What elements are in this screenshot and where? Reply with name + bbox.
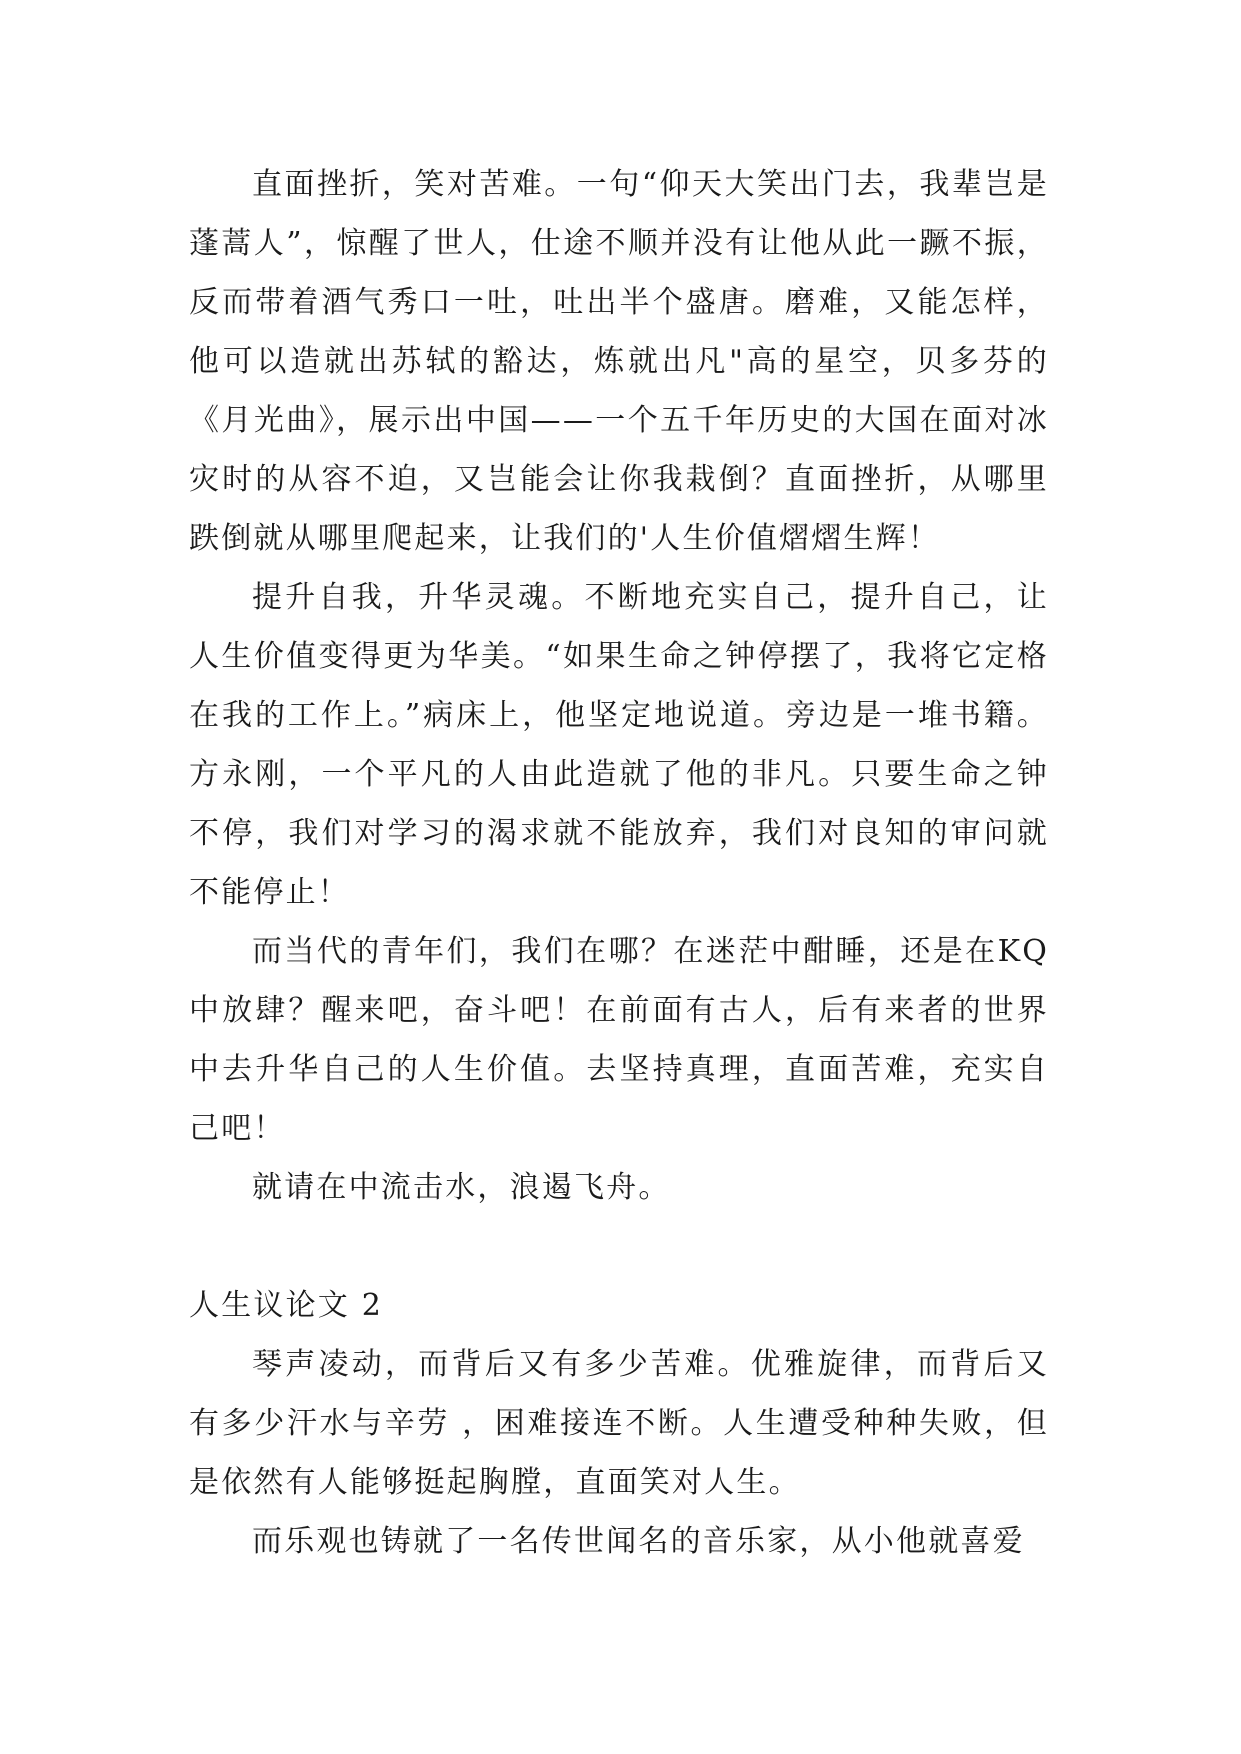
document-body xyxy=(189,155,1049,1571)
paragraph: 而乐观也铸就了一名传世闻名的音乐家，从小他就喜爱 xyxy=(252,1524,1025,1559)
paragraph: 直面挫折，笑对苦难。一句“仰天大笑出门去，我辈岂是蓬蒿人”，惊醒了世人，仕途不顺并没有让他从此一蹶不振，反而带着酒气秀口一吐，吐出半个盛唐。磨难，又能怎样，他可以造就出苏轼的豁达，炼就出凡"高的星空，贝多芬的《月光曲》，展示出中国——一个五千年历史的大国在面对冰灾时的从容不迫，又岂能会让你我栽倒？直面挫折，从哪里跌倒就从哪里爬起来，让我们的'人生价值熠熠生辉！ xyxy=(189,167,1049,556)
paragraph: 就请在中流击水，浪遏飞舟。 xyxy=(252,1170,671,1205)
section-heading: 人生议论文 2 xyxy=(189,1288,384,1323)
paragraph: 琴声凌动，而背后又有多少苦难。优雅旋律，而背后又有多少汗水与辛劳 ，困难接连不断。人生遭受种种失败，但是依然有人能够挺起胸膛，直面笑对人生。 xyxy=(189,1347,1049,1500)
paragraph: 提升自我，升华灵魂。不断地充实自己，提升自己，让人生价值变得更为华美。“如果生命之钟停摆了，我将它定格在我的工作上。”病床上，他坚定地说道。旁边是一堆书籍。方永刚，一个平凡的人由此造就了他的非凡。只要生命之钟不停，我们对学习的渴求就不能放弃，我们对良知的审问就不能停止！ xyxy=(189,580,1049,910)
paragraph: 而当代的青年们，我们在哪？在迷茫中酣睡，还是在KQ中放肆？醒来吧，奋斗吧！在前面有古人，后有来者的世界中去升华自己的人生价值。去坚持真理，直面苦难，充实自己吧！ xyxy=(189,934,1049,1146)
